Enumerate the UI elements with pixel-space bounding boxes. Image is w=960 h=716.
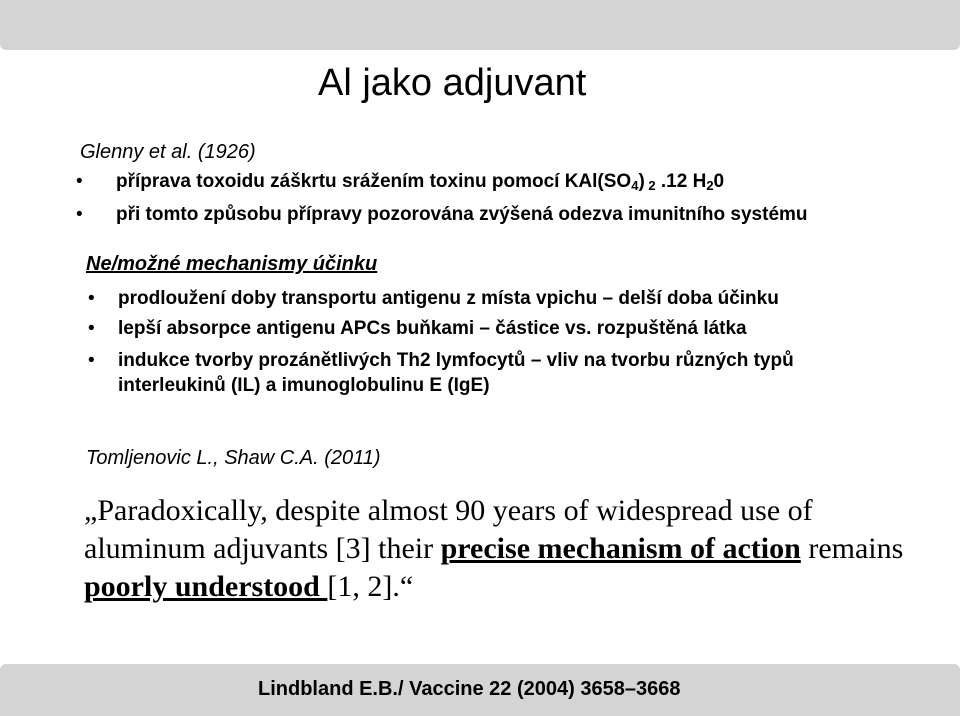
bullet-icon: • bbox=[76, 171, 83, 192]
bullet-text: lepší absorpce antigenu APCs buňkami – částice vs. rozpuštěná látka bbox=[118, 318, 747, 339]
bullet-icon: • bbox=[76, 204, 83, 225]
bullet-icon: • bbox=[88, 288, 95, 309]
bullet-text: příprava toxoidu záškrtu srážením toxinu pomocí $KAl(SO_4)$ $_2$ .12 $H_20$ bbox=[116, 171, 725, 193]
bullet-text: interleukinů (IL) a imunoglobulinu E (IgE) bbox=[118, 375, 490, 396]
bullet-icon: • bbox=[88, 350, 95, 371]
slide-title: Al jako adjuvant bbox=[318, 62, 587, 104]
bullet-text: prodloužení doby transportu antigenu z místa vpichu – delší doba účinku bbox=[118, 288, 779, 309]
footer-reference: Lindbland E.B./ Vaccine 22 (2004) 3658–3668 bbox=[258, 678, 681, 700]
citation-glenny: Glenny et al. (1926) bbox=[80, 141, 256, 163]
bullet-icon: • bbox=[88, 318, 95, 339]
bullet-item bbox=[88, 350, 794, 372]
quote-block bbox=[84, 492, 904, 606]
bullet-text: při tomto způsobu přípravy pozorována zvýšená odezva imunitního systému bbox=[116, 204, 808, 225]
quote-text: „Paradoxically, despite almost 90 years of widespread use of aluminum adjuvants [3] their bbox=[84, 494, 813, 565]
bullet-text: indukce tvorby prozánětlivých Th2 lymfocytů – vliv na tvorbu různých typů bbox=[118, 350, 794, 371]
quote-text: remains bbox=[800, 532, 904, 565]
citation-tomljenovic: Tomljenovic L., Shaw C.A. (2011) bbox=[86, 447, 381, 469]
mechanisms-heading: Ne/možné mechanismy účinku bbox=[86, 253, 378, 275]
bullet-item bbox=[88, 318, 747, 340]
bullet-item bbox=[88, 288, 779, 310]
bullet-continuation bbox=[118, 375, 490, 397]
quote-emphasis: poorly understood bbox=[84, 570, 328, 603]
quote-text: [1, 2].“ bbox=[327, 570, 414, 603]
quote-emphasis: precise mechanism of action bbox=[440, 532, 801, 565]
top-banner bbox=[0, 0, 960, 50]
